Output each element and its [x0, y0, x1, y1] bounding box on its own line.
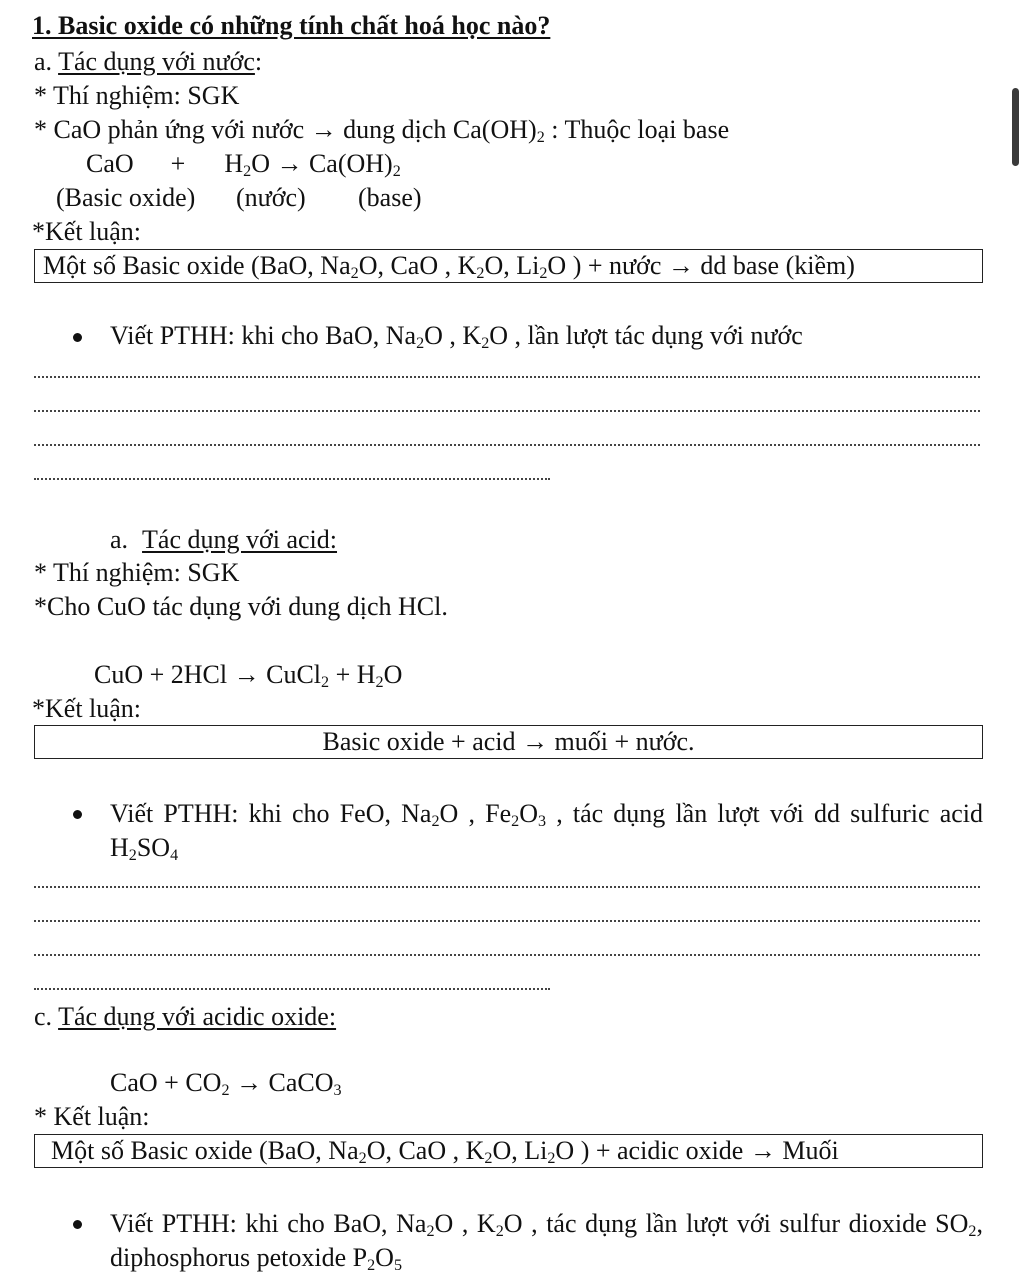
task-acidic-oxide: Viết PTHH: khi cho BaO, $Na_2O$ , $K_2O$ , tác dụng lần lượt với sulfur dioxide $SO_2$, diphosphorus petoxide $P_2O_5$: [110, 1209, 983, 1275]
role-water: (nước): [236, 183, 306, 212]
section-acidic-oxide-heading: [34, 1001, 336, 1033]
role-base-text: (base): [358, 183, 422, 212]
acid-description: *Cho CuO tác dụng với dung dịch HCl.: [34, 592, 448, 621]
answer-line[interactable]: [34, 920, 980, 922]
reactant-1: CaO: [86, 149, 134, 178]
experiment-line: * Thí nghiệm: SGK: [34, 558, 240, 587]
section-label: Tác dụng với nước: [58, 47, 255, 76]
conclusion-box-acid: Basic oxide + acid → muối + nước.: [34, 725, 983, 759]
section-acid-heading: [110, 524, 337, 556]
conclusion-label: * Kết luận:: [34, 1102, 150, 1131]
water-equation: [86, 148, 401, 180]
page-title: 1. Basic oxide có những tính chất hoá học nào?: [32, 11, 551, 40]
answer-line[interactable]: [34, 954, 980, 956]
answer-line[interactable]: [34, 478, 550, 480]
scrollbar[interactable]: [1012, 88, 1019, 166]
section-prefix: a.: [34, 47, 59, 76]
acidic-oxide-equation: CaO + $CO_2$ → CaCO$_3$: [110, 1068, 342, 1100]
cao-line-tail: : Thuộc loại base: [544, 115, 730, 144]
arrow-icon: →: [276, 149, 303, 178]
task-water: Viết PTHH: khi cho BaO, $Na_2O$ , $K_2O$ , lần lượt tác dụng với nước: [110, 321, 803, 353]
experiment-line: * Thí nghiệm: SGK: [34, 81, 240, 110]
bullet-icon: [73, 1220, 82, 1229]
answer-line[interactable]: [34, 410, 980, 412]
answer-line[interactable]: [34, 886, 980, 888]
subscript: 2: [536, 129, 545, 147]
section-label: Tác dụng với acidic oxide:: [58, 1002, 337, 1031]
section-prefix: c.: [34, 1002, 59, 1031]
role-basic-oxide: (Basic oxide): [56, 183, 196, 212]
conclusion-label: *Kết luận:: [32, 217, 142, 246]
acid-equation: CuO + 2HCl → CuCl$_2$ + $H_2O$: [94, 660, 403, 692]
answer-line[interactable]: [34, 988, 550, 990]
plus-sign: +: [170, 149, 186, 178]
answer-line[interactable]: [34, 376, 980, 378]
bullet-icon: [73, 333, 82, 342]
conclusion-label: *Kết luận:: [32, 694, 142, 723]
conclusion-box-acidic-oxide: Một số Basic oxide (BaO, $Na_2O$, CaO , $K_2O$, $Li_2O$ ) + acidic oxide → Muối: [34, 1134, 983, 1168]
conclusion-box-water: Một số Basic oxide (BaO, $Na_2O$, CaO , $K_2O$, $Li_2O$ ) + nước → dd base (kiềm): [34, 249, 983, 283]
cao-reaction-line: [34, 114, 729, 146]
section-label: Tác dụng với acid:: [142, 525, 338, 554]
reactant-2: $H_2O$: [224, 149, 270, 181]
cao-line-text: * CaO phản ứng với nước → dung dịch: [34, 115, 453, 144]
product: $Ca(OH)_2$: [308, 149, 401, 181]
section-water-heading: [34, 46, 262, 78]
task-acid: Viết PTHH: khi cho FeO, $Na_2O$ , $Fe_2O_3$ , tác dụng lần lượt với dd sulfuric acid $H_2SO_4$: [110, 799, 983, 865]
bullet-icon: [73, 810, 82, 819]
answer-line[interactable]: [34, 444, 980, 446]
section-suffix: :: [254, 47, 263, 76]
cao-line-formula: Ca(OH): [452, 115, 537, 144]
section-prefix: a.: [110, 525, 129, 554]
